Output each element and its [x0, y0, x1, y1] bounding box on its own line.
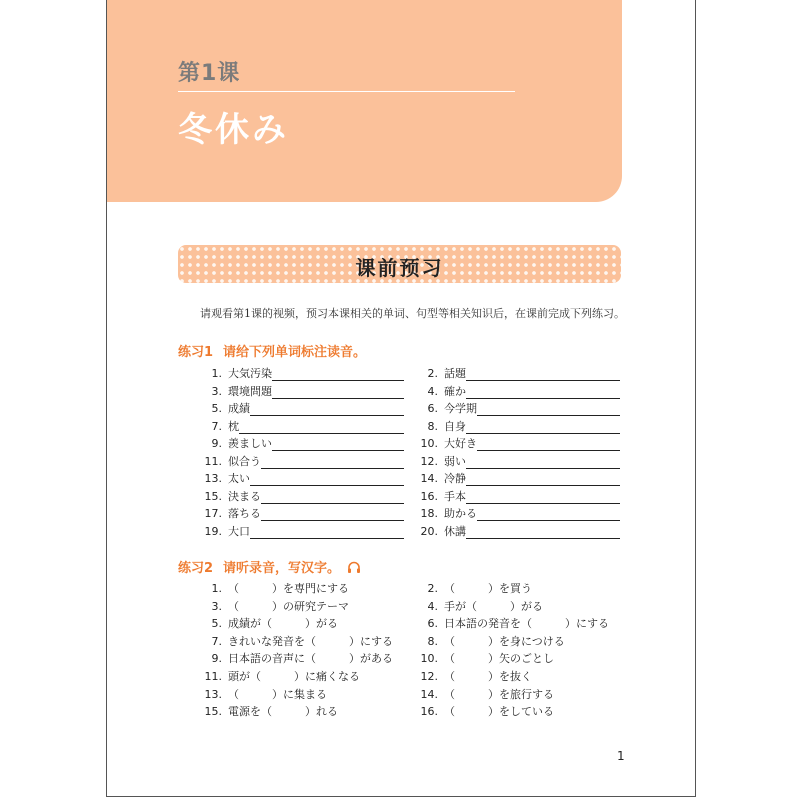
- item-number: 16.: [420, 489, 438, 503]
- answer-line[interactable]: [261, 489, 404, 504]
- vocabulary-word: 決まる: [228, 489, 261, 503]
- exercise1-item: [196, 506, 404, 521]
- item-number: 7.: [211, 634, 222, 648]
- answer-line[interactable]: [477, 436, 620, 451]
- answer-line[interactable]: [239, 419, 404, 434]
- vocabulary-word: 環境問題: [228, 384, 272, 398]
- item-number: 6.: [427, 617, 438, 631]
- item-number: 12.: [420, 454, 438, 468]
- exercise1-title: 请给下列单词标注读音。: [223, 345, 367, 360]
- exercise2-item: [412, 635, 565, 649]
- vocabulary-word: 弱い: [444, 454, 466, 468]
- vocabulary-word: 手本: [444, 489, 466, 503]
- item-number: 1.: [211, 582, 222, 595]
- item-number: 4.: [427, 384, 438, 398]
- exercise1-item: [196, 436, 404, 451]
- exercise2-item: [412, 705, 554, 719]
- exercise2-title: 请听录音，写汉字。: [223, 561, 341, 576]
- dictation-phrase[interactable]: （ ）を抜く: [444, 670, 532, 683]
- exercise1-item: [196, 489, 404, 504]
- section-title: 课前预习: [355, 256, 444, 280]
- item-number: 9.: [211, 437, 222, 450]
- item-number: 13.: [204, 687, 222, 701]
- exercise1-item: [412, 471, 620, 486]
- answer-line[interactable]: [261, 454, 404, 469]
- header-divider: [178, 91, 515, 92]
- item-number: 2.: [427, 582, 438, 595]
- item-number: 6.: [427, 402, 438, 415]
- exercise1-item: [412, 401, 620, 416]
- exercise2-item: [196, 670, 360, 684]
- item-number: 15.: [204, 705, 222, 719]
- exercise1-item: [196, 384, 404, 399]
- exercise2-item: [196, 617, 338, 631]
- vocabulary-word: 似合う: [228, 454, 261, 468]
- lesson-header: [107, 0, 622, 202]
- exercise1-item: [196, 471, 404, 486]
- exercise2-item: [412, 617, 609, 631]
- exercise1-label: 练习1: [178, 345, 214, 360]
- exercise2-item: [196, 600, 349, 614]
- answer-line[interactable]: [272, 436, 404, 451]
- vocabulary-word: 羨ましい: [228, 437, 272, 450]
- item-number: 3.: [211, 384, 222, 398]
- item-number: 5.: [211, 617, 222, 631]
- dictation-phrase[interactable]: （ ）をしている: [444, 705, 554, 719]
- dictation-phrase[interactable]: （ ）の研究テーマ: [228, 599, 349, 613]
- lesson-number: 第1课: [178, 61, 241, 86]
- answer-line[interactable]: [250, 471, 404, 486]
- answer-line[interactable]: [477, 401, 620, 416]
- dictation-phrase[interactable]: （ ）矢のごとし: [444, 652, 554, 666]
- item-number: 12.: [420, 670, 438, 683]
- page-number: 1: [617, 749, 625, 763]
- exercise1-item: [412, 524, 620, 539]
- exercise2-item: [412, 600, 543, 614]
- vocabulary-word: 成績: [228, 402, 250, 415]
- item-number: 4.: [427, 599, 438, 613]
- vocabulary-word: 自身: [444, 419, 466, 433]
- vocabulary-word: 太い: [228, 472, 250, 485]
- dictation-phrase[interactable]: 日本語の発音を（ ）にする: [444, 617, 609, 631]
- dictation-phrase[interactable]: （ ）を旅行する: [444, 687, 554, 701]
- dictation-phrase[interactable]: 頭が（ ）に痛くなる: [228, 670, 360, 683]
- section-banner: [178, 245, 621, 283]
- exercise1-item: [196, 366, 404, 381]
- dictation-phrase[interactable]: 日本語の音声に（ ）がある: [228, 652, 393, 666]
- exercise2-item: [196, 635, 393, 649]
- textbook-page: [106, 0, 696, 797]
- answer-line[interactable]: [261, 506, 404, 521]
- exercise1-item: [196, 401, 404, 416]
- item-number: 14.: [420, 687, 438, 701]
- vocabulary-word: 休講: [444, 524, 466, 538]
- intro-text: 请观看第1课的视频，预习本课相关的单词、句型等相关知识后，在课前完成下列练习。: [200, 307, 625, 320]
- dictation-phrase[interactable]: 電源を（ ）れる: [228, 705, 338, 719]
- item-number: 10.: [420, 437, 438, 450]
- vocabulary-word: 大好き: [444, 437, 477, 450]
- exercise1-item: [412, 506, 620, 521]
- answer-line[interactable]: [466, 366, 620, 381]
- answer-line[interactable]: [466, 524, 620, 539]
- exercise2-item: [196, 582, 349, 596]
- item-number: 3.: [211, 599, 222, 613]
- item-number: 11.: [204, 454, 222, 468]
- dictation-phrase[interactable]: （ ）を買う: [444, 582, 532, 595]
- exercise2-heading: [178, 557, 361, 576]
- item-number: 2.: [427, 367, 438, 380]
- exercise2-item: [412, 582, 532, 596]
- dictation-phrase[interactable]: （ ）を身につける: [444, 634, 565, 648]
- item-number: 11.: [204, 670, 222, 683]
- exercise2-item: [196, 688, 327, 702]
- exercise1-item: [412, 436, 620, 451]
- vocabulary-word: 話題: [444, 367, 466, 380]
- item-number: 8.: [427, 634, 438, 648]
- item-number: 8.: [427, 419, 438, 433]
- answer-line[interactable]: [466, 489, 620, 504]
- dictation-phrase[interactable]: きれいな発音を（ ）にする: [228, 634, 393, 648]
- exercise1-item: [412, 454, 620, 469]
- vocabulary-word: 冷静: [444, 472, 466, 485]
- item-number: 17.: [204, 507, 222, 520]
- exercise1-item: [412, 366, 620, 381]
- answer-line[interactable]: [272, 384, 404, 399]
- item-number: 10.: [420, 652, 438, 666]
- exercise2-item: [196, 652, 393, 666]
- item-number: 16.: [420, 705, 438, 719]
- dictation-phrase[interactable]: （ ）を専門にする: [228, 582, 349, 595]
- item-number: 20.: [420, 524, 438, 538]
- headphones-icon[interactable]: [347, 561, 361, 574]
- exercise1-item: [412, 489, 620, 504]
- exercise1-item: [196, 419, 404, 434]
- exercise1-item: [196, 524, 404, 539]
- item-number: 18.: [420, 507, 438, 520]
- exercise1-heading: [178, 341, 366, 360]
- vocabulary-word: 大気汚染: [228, 367, 272, 380]
- exercise2-item: [196, 705, 338, 719]
- dictation-phrase[interactable]: 手が（ ）がる: [444, 599, 543, 613]
- item-number: 19.: [204, 524, 222, 538]
- vocabulary-word: 大口: [228, 524, 250, 538]
- answer-line[interactable]: [466, 471, 620, 486]
- item-number: 1.: [211, 367, 222, 380]
- dictation-phrase[interactable]: （ ）に集まる: [228, 687, 327, 701]
- item-number: 5.: [211, 402, 222, 415]
- exercise1-item: [196, 454, 404, 469]
- vocabulary-word: 落ちる: [228, 507, 261, 520]
- item-number: 9.: [211, 652, 222, 666]
- answer-line[interactable]: [466, 454, 620, 469]
- vocabulary-word: 枕: [228, 419, 239, 433]
- vocabulary-word: 今学期: [444, 402, 477, 415]
- answer-line[interactable]: [250, 524, 404, 539]
- exercise2-item: [412, 652, 554, 666]
- vocabulary-word: 助かる: [444, 507, 477, 520]
- item-number: 15.: [204, 489, 222, 503]
- answer-line[interactable]: [250, 401, 404, 416]
- exercise2-item: [412, 670, 532, 684]
- item-number: 13.: [204, 472, 222, 485]
- exercise2-label: 练习2: [178, 561, 214, 576]
- answer-line[interactable]: [466, 384, 620, 399]
- exercise1-item: [412, 384, 620, 399]
- exercise1-item: [412, 419, 620, 434]
- lesson-title: 冬休み: [178, 110, 289, 150]
- vocabulary-word: 確か: [444, 384, 466, 398]
- item-number: 7.: [211, 419, 222, 433]
- answer-line[interactable]: [466, 419, 620, 434]
- dictation-phrase[interactable]: 成績が（ ）がる: [228, 617, 338, 631]
- answer-line[interactable]: [477, 506, 620, 521]
- exercise2-item: [412, 688, 554, 702]
- item-number: 14.: [420, 472, 438, 485]
- answer-line[interactable]: [272, 366, 404, 381]
